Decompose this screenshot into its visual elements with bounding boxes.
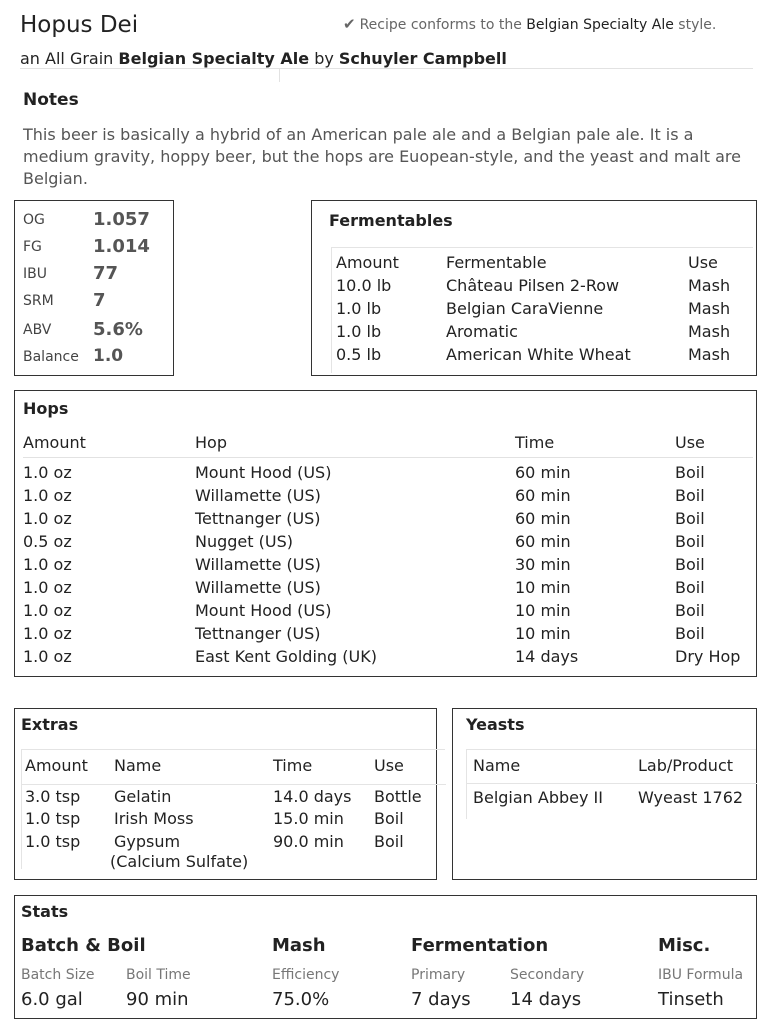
table-row (336, 322, 754, 344)
cell-amount: 1.0 oz (23, 463, 72, 482)
table-row (336, 345, 754, 367)
table-row (23, 578, 753, 600)
cell-use: Boil (675, 555, 705, 574)
yeasts-panel (452, 708, 757, 880)
hops-header-row (23, 433, 753, 455)
fg-label: FG (23, 239, 42, 255)
cell-name: Irish Moss (114, 809, 194, 828)
table-row (23, 463, 753, 485)
hops-header-divider (23, 457, 753, 458)
col-time: Time (515, 433, 555, 452)
table-row (25, 832, 435, 854)
byline-style: Belgian Specialty Ale (118, 49, 310, 68)
fermentation-heading: Fermentation (411, 935, 549, 956)
conforms-style-name: Belgian Specialty Ale (526, 17, 674, 33)
cell-amount: 1.0 oz (23, 486, 72, 505)
byline-author: Schuyler Campbell (338, 49, 507, 68)
abv-label: ABV (23, 322, 52, 338)
col-lab-product: Lab/Product (638, 756, 734, 775)
cell-amount: 1.0 oz (23, 601, 72, 620)
style-conformance: ✔ Recipe conforms to the Belgian Specialty Ale style. (343, 15, 717, 33)
secondary-value: 14 days (510, 989, 582, 1010)
col-fermentable: Fermentable (446, 253, 547, 272)
batch-size-value: 6.0 gal (21, 989, 83, 1010)
cell-use: Mash (688, 276, 731, 295)
col-amount: Amount (23, 433, 86, 452)
cell-amount: 1.0 tsp (25, 832, 81, 851)
batch-size-label: Batch Size (21, 967, 95, 983)
cell-use: Boil (374, 809, 404, 828)
header-divider-tick (279, 68, 280, 82)
cell-use: Mash (688, 322, 731, 341)
cell-time: 10 min (515, 578, 571, 597)
ibu-value: 77 (93, 263, 119, 284)
cell-time: 60 min (515, 509, 571, 528)
col-amount: Amount (25, 756, 88, 775)
boil-time-label: Boil Time (126, 967, 191, 983)
cell-amount: 1.0 oz (23, 555, 72, 574)
ibu-formula-value: Tinseth (658, 989, 724, 1010)
batch-boil-heading: Batch & Boil (21, 935, 146, 956)
stats-heading: Stats (21, 902, 69, 921)
cell-amount: 1.0 oz (23, 509, 72, 528)
yeasts-header-row (473, 756, 753, 778)
fermentables-table (331, 247, 753, 373)
cell-time: 10 min (515, 624, 571, 643)
cell-time: 14.0 days (273, 787, 352, 806)
extras-heading: Extras (21, 715, 79, 734)
hops-heading: Hops (23, 399, 69, 418)
table-row (23, 486, 753, 508)
ibu-formula-label: IBU Formula (658, 967, 744, 983)
cell-use: Mash (688, 299, 731, 318)
cell-hop: Tettnanger (US) (195, 624, 321, 643)
cell-time: 60 min (515, 463, 571, 482)
cell-use: Boil (374, 832, 404, 851)
og-label: OG (23, 212, 45, 228)
cell-fermentable: Aromatic (446, 322, 518, 341)
cell-use: Boil (675, 463, 705, 482)
primary-label: Primary (411, 967, 466, 983)
cell-use: Boil (675, 578, 705, 597)
table-row (336, 276, 754, 298)
cell-name: Gypsum (114, 832, 181, 851)
cell-use: Dry Hop (675, 647, 741, 666)
cell-fermentable: American White Wheat (446, 345, 631, 364)
cell-name-continued: (Calcium Sulfate) (110, 852, 249, 871)
cell-name: Belgian Abbey II (473, 788, 603, 807)
table-row (23, 601, 753, 623)
col-time: Time (273, 756, 313, 775)
cell-lab-product: Wyeast 1762 (638, 788, 744, 807)
cell-amount: 1.0 tsp (25, 809, 81, 828)
primary-value: 7 days (411, 989, 471, 1010)
srm-label: SRM (23, 293, 54, 309)
cell-hop: Nugget (US) (195, 532, 293, 551)
table-row (23, 647, 753, 669)
checkmark-icon: ✔ (343, 15, 356, 33)
table-row (23, 532, 753, 554)
cell-use: Bottle (374, 787, 422, 806)
cell-fermentable: Château Pilsen 2-Row (446, 276, 620, 295)
yeasts-heading: Yeasts (466, 715, 525, 734)
cell-use: Mash (688, 345, 731, 364)
cell-time: 10 min (515, 601, 571, 620)
col-use: Use (374, 756, 404, 775)
cell-time: 60 min (515, 486, 571, 505)
cell-hop: East Kent Golding (UK) (195, 647, 377, 666)
table-row (25, 809, 435, 831)
balance-label: Balance (23, 349, 79, 365)
cell-amount: 0.5 lb (336, 345, 382, 364)
cell-name: Gelatin (114, 787, 172, 806)
col-use: Use (688, 253, 718, 272)
fermentables-header-row (336, 253, 754, 275)
extras-header-divider (22, 784, 446, 785)
cell-hop: Willamette (US) (195, 486, 321, 505)
table-row (23, 555, 753, 577)
recipe-title: Hopus Dei (20, 12, 139, 38)
extras-panel (14, 708, 437, 880)
cell-amount: 10.0 lb (336, 276, 392, 295)
misc-heading: Misc. (658, 935, 711, 956)
fg-value: 1.014 (93, 236, 150, 257)
ibu-label: IBU (23, 266, 47, 282)
fermentables-panel (311, 200, 757, 376)
cell-time: 15.0 min (273, 809, 344, 828)
cell-use: Boil (675, 601, 705, 620)
cell-amount: 0.5 oz (23, 532, 72, 551)
cell-hop: Tettnanger (US) (195, 509, 321, 528)
srm-value: 7 (93, 290, 106, 311)
col-name: Name (114, 756, 162, 775)
col-use: Use (675, 433, 705, 452)
cell-hop: Mount Hood (US) (195, 601, 332, 620)
cell-amount: 1.0 oz (23, 647, 72, 666)
balance-value: 1.0 (93, 346, 124, 366)
efficiency-value: 75.0% (272, 989, 330, 1010)
col-hop: Hop (195, 433, 227, 452)
cell-use: Boil (675, 509, 705, 528)
col-name: Name (473, 756, 521, 775)
cell-time: 14 days (515, 647, 579, 666)
vitals-panel (14, 200, 174, 376)
notes-heading: Notes (23, 90, 79, 110)
cell-hop: Willamette (US) (195, 578, 321, 597)
cell-amount: 1.0 lb (336, 299, 382, 318)
mash-heading: Mash (272, 935, 326, 956)
table-row (23, 509, 753, 531)
table-row (25, 787, 435, 809)
table-row-continuation (25, 852, 435, 874)
cell-hop: Willamette (US) (195, 555, 321, 574)
cell-time: 30 min (515, 555, 571, 574)
col-amount: Amount (336, 253, 399, 272)
stats-panel (14, 895, 757, 1019)
cell-time: 90.0 min (273, 832, 344, 851)
cell-amount: 1.0 oz (23, 578, 72, 597)
recipe-byline: an All Grain Belgian Specialty Ale by Schuyler Campbell (20, 49, 507, 68)
extras-header-row (25, 756, 435, 778)
cell-amount: 3.0 tsp (25, 787, 81, 806)
table-row (336, 299, 754, 321)
cell-amount: 1.0 oz (23, 624, 72, 643)
cell-use: Boil (675, 624, 705, 643)
cell-fermentable: Belgian CaraVienne (446, 299, 604, 318)
boil-time-value: 90 min (126, 989, 189, 1010)
cell-amount: 1.0 lb (336, 322, 382, 341)
cell-hop: Mount Hood (US) (195, 463, 332, 482)
cell-time: 60 min (515, 532, 571, 551)
cell-use: Boil (675, 532, 705, 551)
extras-table (21, 749, 445, 869)
yeasts-header-divider (467, 783, 757, 784)
hops-panel (14, 390, 757, 677)
secondary-label: Secondary (510, 967, 585, 983)
header-divider (20, 68, 753, 69)
fermentables-heading: Fermentables (329, 211, 453, 230)
notes-text: This beer is basically a hybrid of an American pale ale and a Belgian pale ale. It is a medium gravity, hoppy beer, but the hops are Euopean-style, and the yeast and malt are Belgian. (23, 125, 741, 188)
table-row (473, 788, 753, 810)
cell-use: Boil (675, 486, 705, 505)
yeasts-table (466, 749, 756, 819)
efficiency-label: Efficiency (272, 967, 340, 983)
table-row (23, 624, 753, 646)
og-value: 1.057 (93, 209, 150, 230)
abv-value: 5.6% (93, 319, 143, 340)
